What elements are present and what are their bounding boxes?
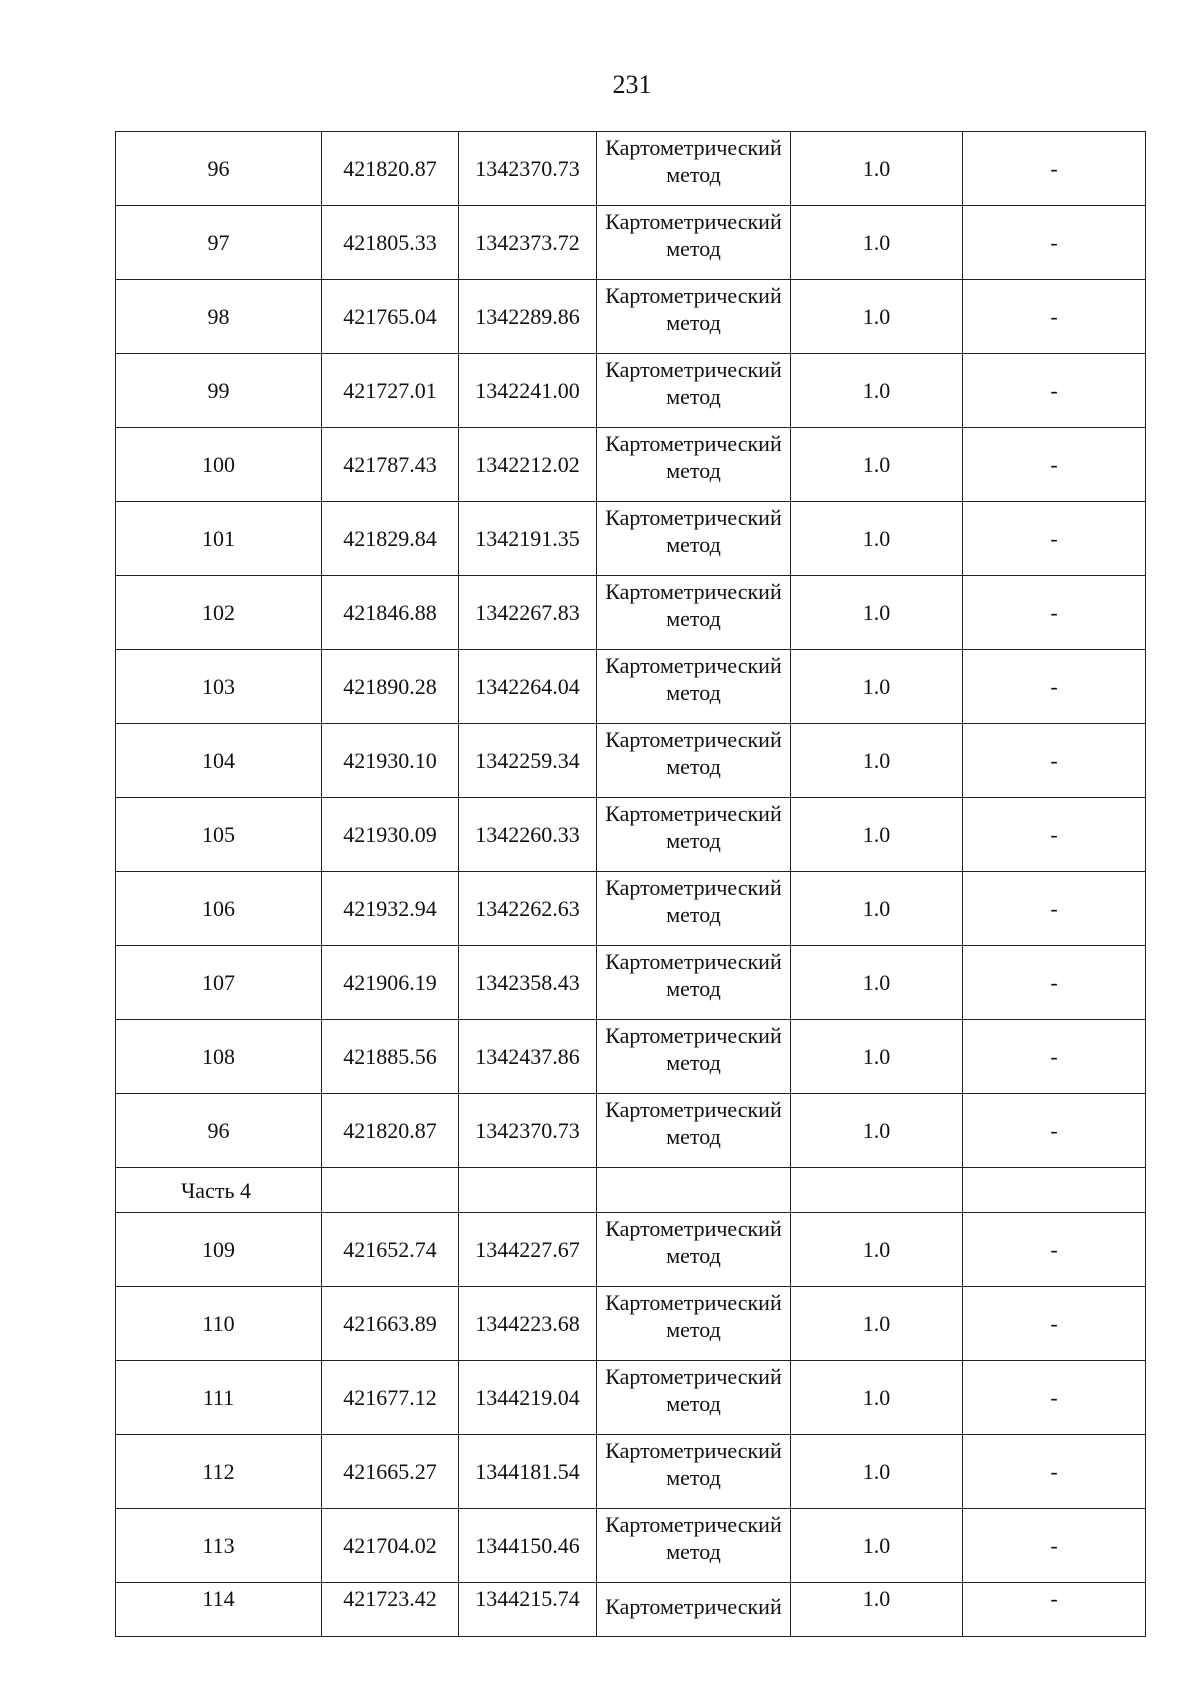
note-cell: - [963, 1583, 1146, 1637]
accuracy-cell: 1.0 [791, 428, 963, 502]
y-coordinate-cell: 1342437.86 [459, 1020, 597, 1094]
point-number-cell: 101 [116, 502, 322, 576]
x-coordinate-cell: 421829.84 [322, 502, 459, 576]
y-coordinate-cell: 1342260.33 [459, 798, 597, 872]
empty-cell [459, 1168, 597, 1213]
y-coordinate-cell: 1342373.72 [459, 206, 597, 280]
note-cell: - [963, 1361, 1146, 1435]
accuracy-cell: 1.0 [791, 576, 963, 650]
table-row [116, 428, 1146, 502]
y-coordinate-cell: 1344181.54 [459, 1435, 597, 1509]
point-number-cell: 98 [116, 280, 322, 354]
point-number-cell: 113 [116, 1509, 322, 1583]
point-number-cell: 100 [116, 428, 322, 502]
note-cell: - [963, 1020, 1146, 1094]
x-coordinate-cell: 421930.10 [322, 724, 459, 798]
point-number-cell: 106 [116, 872, 322, 946]
method-cell: Картометрический метод [597, 872, 791, 946]
method-cell: Картометрический метод [597, 132, 791, 206]
x-coordinate-cell: 421704.02 [322, 1509, 459, 1583]
empty-cell [963, 1168, 1146, 1213]
accuracy-cell: 1.0 [791, 798, 963, 872]
x-coordinate-cell: 421805.33 [322, 206, 459, 280]
accuracy-cell: 1.0 [791, 1020, 963, 1094]
y-coordinate-cell: 1342259.34 [459, 724, 597, 798]
y-coordinate-cell: 1342264.04 [459, 650, 597, 724]
note-cell: - [963, 1287, 1146, 1361]
point-number-cell: 96 [116, 1094, 322, 1168]
y-coordinate-cell: 1342191.35 [459, 502, 597, 576]
x-coordinate-cell: 421885.56 [322, 1020, 459, 1094]
y-coordinate-cell: 1342370.73 [459, 1094, 597, 1168]
table-row [116, 1509, 1146, 1583]
y-coordinate-cell: 1344150.46 [459, 1509, 597, 1583]
point-number-cell: 109 [116, 1213, 322, 1287]
note-cell: - [963, 132, 1146, 206]
point-number-cell: 105 [116, 798, 322, 872]
method-cell: Картометрический метод [597, 206, 791, 280]
note-cell: - [963, 1094, 1146, 1168]
table-row [116, 1583, 1146, 1637]
accuracy-cell: 1.0 [791, 1287, 963, 1361]
y-coordinate-cell: 1344219.04 [459, 1361, 597, 1435]
y-coordinate-cell: 1344223.68 [459, 1287, 597, 1361]
note-cell: - [963, 650, 1146, 724]
accuracy-cell: 1.0 [791, 1213, 963, 1287]
accuracy-cell: 1.0 [791, 946, 963, 1020]
table-row [116, 1213, 1146, 1287]
accuracy-cell: 1.0 [791, 872, 963, 946]
x-coordinate-cell: 421663.89 [322, 1287, 459, 1361]
table-row [116, 1094, 1146, 1168]
method-cell: Картометрический метод [597, 280, 791, 354]
accuracy-cell: 1.0 [791, 1435, 963, 1509]
method-cell: Картометрический метод [597, 576, 791, 650]
method-cell: Картометрический метод [597, 502, 791, 576]
x-coordinate-cell: 421930.09 [322, 798, 459, 872]
method-cell: Картометрический метод [597, 1094, 791, 1168]
table-row [116, 132, 1146, 206]
table-row [116, 798, 1146, 872]
table-row [116, 1020, 1146, 1094]
y-coordinate-cell: 1342370.73 [459, 132, 597, 206]
y-coordinate-cell: 1342212.02 [459, 428, 597, 502]
point-number-cell: 97 [116, 206, 322, 280]
accuracy-cell: 1.0 [791, 206, 963, 280]
x-coordinate-cell: 421820.87 [322, 132, 459, 206]
method-cell: Картометрический метод [597, 354, 791, 428]
table-row [116, 502, 1146, 576]
table-row [116, 1287, 1146, 1361]
note-cell: - [963, 872, 1146, 946]
method-cell: Картометрический метод [597, 428, 791, 502]
method-cell: Картометрический метод [597, 1361, 791, 1435]
note-cell: - [963, 1435, 1146, 1509]
note-cell: - [963, 206, 1146, 280]
point-number-cell: 96 [116, 132, 322, 206]
note-cell: - [963, 798, 1146, 872]
point-number-cell: 114 [116, 1583, 322, 1637]
table-row [116, 872, 1146, 946]
x-coordinate-cell: 421932.94 [322, 872, 459, 946]
x-coordinate-cell: 421652.74 [322, 1213, 459, 1287]
table-row [116, 354, 1146, 428]
accuracy-cell: 1.0 [791, 1583, 963, 1637]
point-number-cell: 108 [116, 1020, 322, 1094]
x-coordinate-cell: 421846.88 [322, 576, 459, 650]
method-cell: Картометрический метод [597, 1020, 791, 1094]
table-row [116, 1361, 1146, 1435]
x-coordinate-cell: 421723.42 [322, 1583, 459, 1637]
accuracy-cell: 1.0 [791, 280, 963, 354]
table-row [116, 280, 1146, 354]
accuracy-cell: 1.0 [791, 502, 963, 576]
accuracy-cell: 1.0 [791, 354, 963, 428]
x-coordinate-cell: 421727.01 [322, 354, 459, 428]
table-row [116, 946, 1146, 1020]
empty-cell [791, 1168, 963, 1213]
point-number-cell: 112 [116, 1435, 322, 1509]
point-number-cell: 103 [116, 650, 322, 724]
accuracy-cell: 1.0 [791, 724, 963, 798]
method-cell: Картометрический метод [597, 946, 791, 1020]
table-row [116, 1435, 1146, 1509]
table-row [116, 206, 1146, 280]
y-coordinate-cell: 1342241.00 [459, 354, 597, 428]
note-cell: - [963, 280, 1146, 354]
section-row [116, 1168, 1146, 1213]
note-cell: - [963, 354, 1146, 428]
y-coordinate-cell: 1342289.86 [459, 280, 597, 354]
table-row [116, 724, 1146, 798]
y-coordinate-cell: 1342262.63 [459, 872, 597, 946]
y-coordinate-cell: 1344227.67 [459, 1213, 597, 1287]
coordinates-table [115, 131, 1146, 1637]
x-coordinate-cell: 421906.19 [322, 946, 459, 1020]
note-cell: - [963, 1213, 1146, 1287]
y-coordinate-cell: 1344215.74 [459, 1583, 597, 1637]
method-cell: Картометрический метод [597, 724, 791, 798]
table-row [116, 576, 1146, 650]
note-cell: - [963, 576, 1146, 650]
page-number: 231 [612, 70, 652, 99]
method-cell: Картометрический метод [597, 798, 791, 872]
point-number-cell: 110 [116, 1287, 322, 1361]
method-cell: Картометрический метод [597, 1509, 791, 1583]
empty-cell [322, 1168, 459, 1213]
table-row [116, 650, 1146, 724]
note-cell: - [963, 502, 1146, 576]
method-cell: Картометрический метод [597, 1435, 791, 1509]
empty-cell [597, 1168, 791, 1213]
x-coordinate-cell: 421820.87 [322, 1094, 459, 1168]
x-coordinate-cell: 421765.04 [322, 280, 459, 354]
point-number-cell: 102 [116, 576, 322, 650]
x-coordinate-cell: 421787.43 [322, 428, 459, 502]
point-number-cell: 99 [116, 354, 322, 428]
y-coordinate-cell: 1342358.43 [459, 946, 597, 1020]
x-coordinate-cell: 421890.28 [322, 650, 459, 724]
note-cell: - [963, 946, 1146, 1020]
accuracy-cell: 1.0 [791, 1509, 963, 1583]
note-cell: - [963, 1509, 1146, 1583]
x-coordinate-cell: 421677.12 [322, 1361, 459, 1435]
note-cell: - [963, 724, 1146, 798]
method-cell: Картометрический метод [597, 1287, 791, 1361]
accuracy-cell: 1.0 [791, 1361, 963, 1435]
point-number-cell: 107 [116, 946, 322, 1020]
method-cell: Картометрический [597, 1583, 791, 1637]
accuracy-cell: 1.0 [791, 1094, 963, 1168]
section-label: Часть 4 [116, 1168, 322, 1213]
x-coordinate-cell: 421665.27 [322, 1435, 459, 1509]
y-coordinate-cell: 1342267.83 [459, 576, 597, 650]
method-cell: Картометрический метод [597, 650, 791, 724]
method-cell: Картометрический метод [597, 1213, 791, 1287]
point-number-cell: 104 [116, 724, 322, 798]
coordinates-table-body [116, 132, 1146, 1637]
accuracy-cell: 1.0 [791, 650, 963, 724]
note-cell: - [963, 428, 1146, 502]
point-number-cell: 111 [116, 1361, 322, 1435]
accuracy-cell: 1.0 [791, 132, 963, 206]
